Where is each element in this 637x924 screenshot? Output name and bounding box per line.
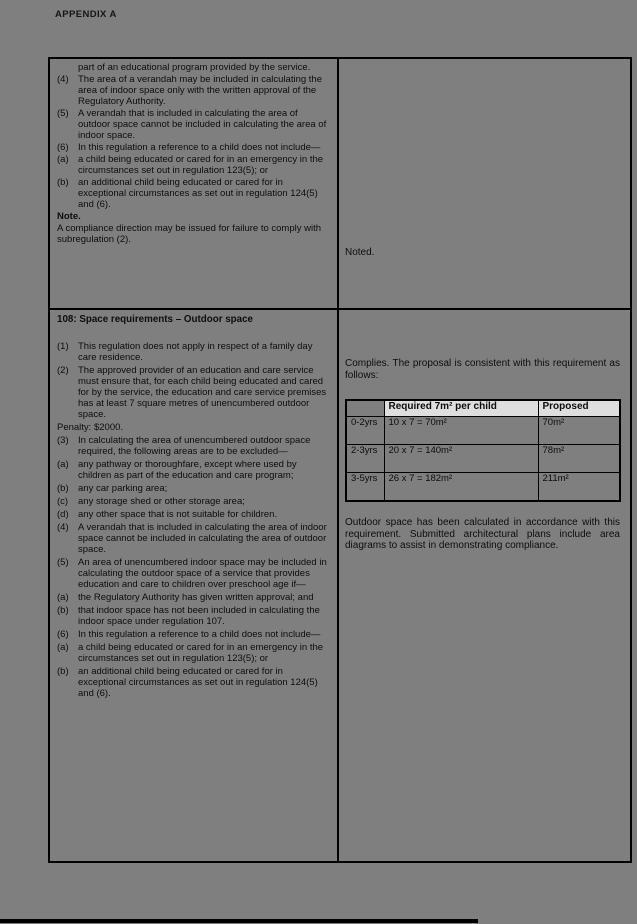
regulation-107-items <box>50 59 337 248</box>
clause-text: part of an educational program provided by the service. <box>78 62 311 73</box>
space-requirements-table <box>345 399 621 502</box>
clause-text: The area of a verandah may be included in calculating the area of indoor space only with the written approval of the Regulatory Authority. <box>78 74 322 107</box>
regulation-107-row <box>49 58 631 309</box>
clause-number: (a) <box>57 592 69 603</box>
noted-text: Noted. <box>345 247 375 258</box>
assessment-table <box>48 57 632 863</box>
response-108-content <box>339 310 630 556</box>
clause-line: A compliance direction may be issued for failure to comply with subregulation (2). <box>57 223 322 245</box>
response-107-content <box>339 59 630 263</box>
space-table-header-cell: Proposed <box>538 400 620 417</box>
space-table-row <box>346 445 620 473</box>
outdoor-space-comment: Outdoor space has been calculated in accordance with this requirement. Submitted architectural plans include area diagrams to assist in demonstrating compliance. <box>345 517 620 551</box>
regulation-clause <box>57 496 328 507</box>
regulation-clause <box>57 459 328 481</box>
clause-number: (4) <box>57 522 69 533</box>
regulation-clause <box>57 142 328 153</box>
clause-number: (5) <box>57 557 69 568</box>
regulation-clause <box>57 522 328 555</box>
clause-line: Note. <box>57 211 81 222</box>
clause-number: (6) <box>57 142 69 153</box>
response-108-cell <box>338 309 631 862</box>
regulation-clause <box>57 435 328 457</box>
clause-text: the Regulatory Authority has given written approval; and <box>78 592 314 603</box>
clause-text: In calculating the area of unencumbered outdoor space required, the following areas are to be excluded— <box>78 435 311 457</box>
clause-text: that indoor space has not been included in calculating the indoor space under regulation 107. <box>78 605 320 627</box>
clause-text: an additional child being educated or cared for in exceptional circumstances as set out in regulation 124(5) and (6). <box>78 177 318 210</box>
clause-number: (1) <box>57 341 69 352</box>
space-table-age-cell: 0-2yrs <box>346 417 384 445</box>
space-table-header-cell: Required 7m² per child <box>384 400 538 417</box>
space-table-header-row <box>346 400 620 417</box>
clause-number: (d) <box>57 509 69 520</box>
regulation-108-heading: 108: Space requirements – Outdoor space <box>57 314 254 325</box>
clause-text: The approved provider of an education and care service must ensure that, for each child being educated and cared for by the service, the education and care service premises has at least 7 square metres of unencumbered outdoor space. <box>78 365 327 420</box>
clause-text: any car parking area; <box>78 483 168 494</box>
clause-number: (a) <box>57 154 69 165</box>
regulation-108-row <box>49 309 631 862</box>
regulation-108-items <box>50 338 337 703</box>
regulation-clause <box>57 154 328 176</box>
clause-text: A verandah that is included in calculating the area of indoor space cannot be included in calculating the area of outdoor space. <box>78 522 327 555</box>
space-table-value-cell: 10 x 7 = 70m² <box>384 417 538 445</box>
regulation-clause <box>57 108 328 141</box>
clause-number <box>57 62 78 73</box>
regulation-clause <box>57 629 328 640</box>
space-table-value-cell: 26 x 7 = 182m² <box>384 473 538 502</box>
clause-number: (4) <box>57 74 69 85</box>
regulation-clause <box>57 365 328 420</box>
regulation-clause <box>57 509 328 520</box>
clause-line: Penalty: $2000. <box>57 422 124 433</box>
clause-text: This regulation does not apply in respect of a family day care residence. <box>78 341 313 363</box>
regulation-108-cell <box>49 309 338 862</box>
space-table-value-cell: 70m² <box>538 417 620 445</box>
clause-number: (a) <box>57 642 69 653</box>
clause-text: any pathway or thoroughfare, except where used by children as part of the education and care program; <box>78 459 297 481</box>
space-table-row <box>346 473 620 502</box>
regulation-clause <box>57 341 328 363</box>
clause-text: An area of unencumbered indoor space may be included in calculating the outdoor space of a service that provides education and care to children over preschool age if— <box>78 557 327 590</box>
complies-text: Complies. The proposal is consistent with this requirement as follows: <box>345 358 620 381</box>
clause-text: a child being educated or cared for in an emergency in the circumstances set out in regulation 123(5); or <box>78 154 324 176</box>
space-table-value-cell: 211m² <box>538 473 620 502</box>
clause-number: (b) <box>57 666 69 677</box>
space-table-age-cell: 2-3yrs <box>346 445 384 473</box>
clause-number: (c) <box>57 496 69 507</box>
clause-text: In this regulation a reference to a child does not include— <box>78 142 321 153</box>
appendix-title: APPENDIX A <box>55 9 117 20</box>
space-table-value-cell: 78m² <box>538 445 620 473</box>
clause-number: (6) <box>57 629 69 640</box>
space-table-corner-cell <box>346 400 384 417</box>
clause-number: (2) <box>57 365 69 376</box>
clause-number: (b) <box>57 605 69 616</box>
clause-number: (5) <box>57 108 69 119</box>
regulation-clause <box>57 62 328 73</box>
response-107-cell <box>338 58 631 309</box>
clause-text: an additional child being educated or cared for in exceptional circumstances as set out in regulation 124(5) and (6). <box>78 666 318 699</box>
regulation-clause <box>57 605 328 627</box>
regulation-107-cell <box>49 58 338 309</box>
clause-text: In this regulation a reference to a child does not include— <box>78 629 321 640</box>
clause-text: A verandah that is included in calculating the area of outdoor space cannot be included in calculating the area of indoor space. <box>78 108 327 141</box>
regulation-clause <box>57 177 328 210</box>
clause-number: (b) <box>57 177 69 188</box>
space-requirements-table-body <box>346 400 620 501</box>
clause-text: a child being educated or cared for in an emergency in the circumstances set out in regulation 123(5); or <box>78 642 324 664</box>
space-table-row <box>346 417 620 445</box>
regulation-clause <box>57 483 328 494</box>
clause-number: (3) <box>57 435 69 446</box>
clause-text: any other space that is not suitable for children. <box>78 509 278 520</box>
regulation-clause <box>57 666 328 699</box>
regulation-clause <box>57 642 328 664</box>
regulation-clause <box>57 557 328 590</box>
space-table-value-cell: 20 x 7 = 140m² <box>384 445 538 473</box>
clause-number: (b) <box>57 483 69 494</box>
space-table-age-cell: 3-5yrs <box>346 473 384 502</box>
scan-artifact-line <box>0 919 478 923</box>
clause-number: (a) <box>57 459 69 470</box>
clause-text: any storage shed or other storage area; <box>78 496 245 507</box>
regulation-clause <box>57 592 328 603</box>
regulation-clause <box>57 74 328 107</box>
